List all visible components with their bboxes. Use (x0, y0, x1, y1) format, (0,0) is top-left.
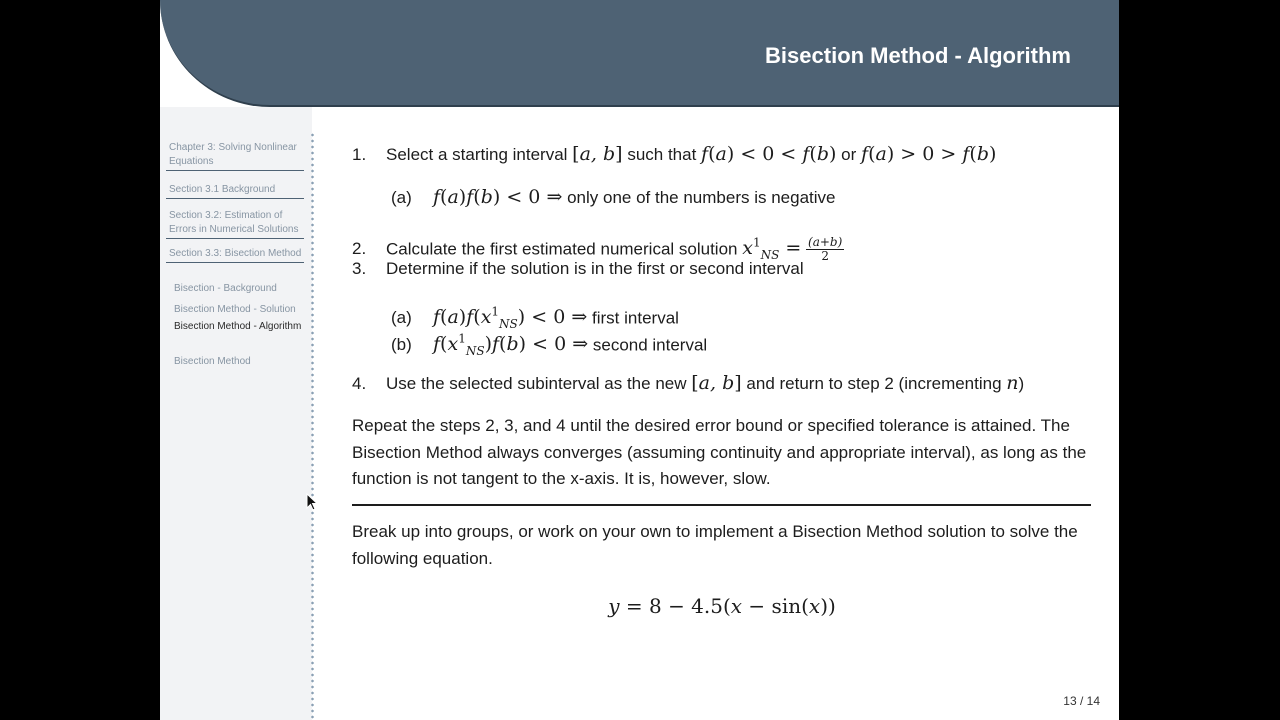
step-number: 3. (352, 259, 367, 278)
nav-chapter-3[interactable]: Chapter 3: Solving Nonlinear Equations (166, 141, 304, 171)
sub-step-label: (a) (391, 308, 412, 328)
step-1a (391, 186, 835, 209)
math-product: f(a)f(b) < 0 ⇒ (433, 186, 563, 208)
step-4 (352, 372, 1024, 395)
step-text: such that (627, 145, 697, 164)
step-text: Use the selected subinterval as the new (386, 374, 687, 393)
nav-bisection-algorithm[interactable]: Bisection Method - Algorithm (174, 321, 302, 332)
math-n: n (1006, 372, 1019, 394)
step-text: Select a starting interval (386, 145, 568, 164)
step-text: Calculate the first estimated numerical solution (386, 239, 738, 259)
sub-step-text: first interval (592, 308, 679, 328)
nav-bisection-background[interactable]: Bisection - Background (174, 283, 277, 294)
step-number: 2. (352, 239, 367, 259)
slide-title: Bisection Method - Algorithm (765, 43, 1071, 68)
step-text: and return to step 2 (incrementing (746, 374, 1002, 393)
exercise-paragraph: Break up into groups, or work on your own to implement a Bisection Method solution to solve the following equation. (352, 522, 1078, 568)
math-interval: [a, b] (572, 143, 623, 165)
math-first-interval: $f(a)f(x^1_{NS}) < 0$ ⇒ (433, 305, 588, 332)
nav-section-3-1[interactable]: Section 3.1 Background (166, 183, 304, 199)
step-text: or (841, 145, 857, 164)
nav-section-3-2[interactable]: Section 3.2: Estimation of Errors in Numerical Solutions (166, 209, 304, 239)
nav-section-3-3[interactable]: Section 3.3: Bisection Method (166, 247, 304, 263)
math-x-ns: $x^1_{NS}$ = (742, 236, 802, 263)
slide (160, 0, 1119, 720)
math-condition-2: f(a) > 0 > f(b) (861, 143, 997, 165)
sub-step-label: (a) (391, 188, 412, 207)
math-midpoint-fraction: $\frac{(a+b)}{2}$ (808, 235, 843, 264)
repeat-paragraph: Repeat the steps 2, 3, and 4 until the desired error bound or specified tolerance is attained. The Bisection Method always converges (assuming continuity and appropriate interval), as long as the function is not tangent to the x-axis. It is, however, slow. (352, 416, 1087, 488)
mouse-cursor-icon (306, 493, 318, 511)
sidebar-divider (311, 132, 314, 720)
math-interval: [a, b] (691, 372, 742, 394)
sub-step-text: only one of the numbers is negative (567, 188, 836, 207)
sub-step-label: (b) (391, 335, 412, 355)
math-second-interval: $f(x^1_{NS})f(b) < 0$ ⇒ (433, 332, 589, 359)
step-number: 1. (352, 145, 367, 164)
step-text: Determine if the solution is in the first or second interval (386, 259, 804, 278)
step-3b (391, 328, 707, 362)
step-3 (352, 258, 804, 280)
nav-bisection-method[interactable]: Bisection Method (174, 356, 251, 367)
nav-bisection-solution[interactable]: Bisection Method - Solution (174, 304, 296, 315)
sub-step-text: second interval (592, 335, 708, 355)
math-condition-1: f(a) < 0 < f(b) (701, 143, 837, 165)
step-text: ) (1018, 374, 1025, 393)
page-number: 13 / 14 (1063, 694, 1100, 708)
slide-content (352, 0, 1092, 720)
exercise-equation: y = 8 − 4.5(x − sin(x)) (608, 594, 836, 618)
step-1 (352, 143, 996, 166)
step-number: 4. (352, 374, 367, 393)
divider-rule (352, 504, 1091, 506)
